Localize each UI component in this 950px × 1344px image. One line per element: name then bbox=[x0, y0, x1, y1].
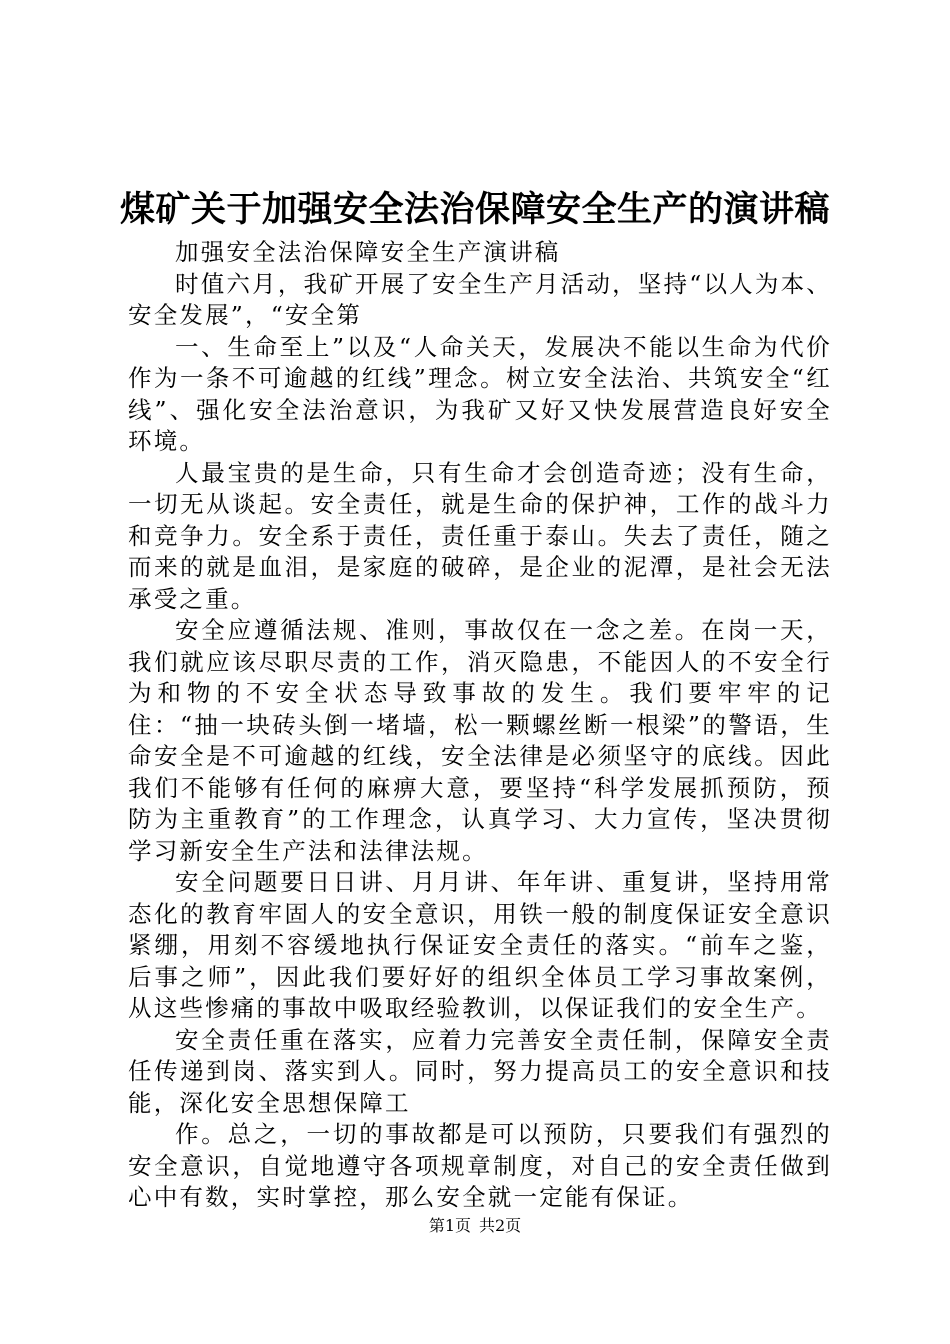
paragraph-3: 人最宝贵的是生命，只有生命才会创造奇迹；没有生命，一切无从谈起。安全责任，就是生命的保护神，工作的战斗力和竞争力。安全系于责任，责任重于泰山。失去了责任，随之而来的就是血泪，是家庭的破碎，是企业的泥潭，是社会无法承受之重。 bbox=[128, 458, 832, 613]
paragraph-2: 一、生命至上”以及“人命关天，发展决不能以生命为代价作为一条不可逾越的红线”理念。树立安全法治、共筑安全“红线”、强化安全法治意识，为我矿又好又快发展营造良好安全环境。 bbox=[128, 332, 832, 455]
paragraph-subtitle: 加强安全法治保障安全生产演讲稿 bbox=[175, 238, 561, 266]
paragraph-1: 时值六月，我矿开展了安全生产月活动，坚持“以人为本、安全发展”，“安全第 bbox=[128, 269, 832, 329]
document-title: 煤矿关于加强安全法治保障安全生产的演讲稿 bbox=[119, 190, 830, 230]
document-body bbox=[128, 237, 832, 1214]
paragraph-7: 作。总之，一切的事故都是可以预防，只要我们有强烈的安全意识，自觉地遵守各项规章制度，对自己的安全责任做到心中有数，实时掌控，那么安全就一定能有保证。 bbox=[128, 1120, 832, 1211]
paragraph-6: 安全责任重在落实，应着力完善安全责任制，保障安全责任传递到岗、落实到人。同时，努力提高员工的安全意识和技能，深化安全思想保障工 bbox=[128, 1025, 832, 1117]
page-total: 共2页 bbox=[479, 1216, 522, 1235]
paragraph-5: 安全问题要日日讲、月月讲、年年讲、重复讲，坚持用常态化的教育牢固人的安全意识，用铁一般的制度保证安全意识紧绷，用刻不容缓地执行保证安全责任的落实。“前车之鉴，后事之师”，因此我们要好好的组织全体员工学习事故案例，从这些惨痛的事故中吸取经验教训，以保证我们的安全生产。 bbox=[128, 868, 832, 1022]
page-number: 第1页 bbox=[428, 1216, 471, 1235]
paragraph-4: 安全应遵循法规、准则，事故仅在一念之差。在岗一天，我们就应该尽职尽责的工作，消灭隐患，不能因人的不安全行为和物的不安全状态导致事故的发生。我们要牢牢的记住：“抽一块砖头倒一堵墙，松一颗螺丝断一根梁”的警语，生命安全是不可逾越的红线，安全法律是必须坚守的底线。因此我们不能够有任何的麻痹大意，要坚持“科学发展抓预防，预防为主重教育”的工作理念，认真学习、大力宣传，坚决贯彻学习新安全生产法和法律法规。 bbox=[128, 616, 832, 865]
page-footer bbox=[0, 1215, 950, 1237]
